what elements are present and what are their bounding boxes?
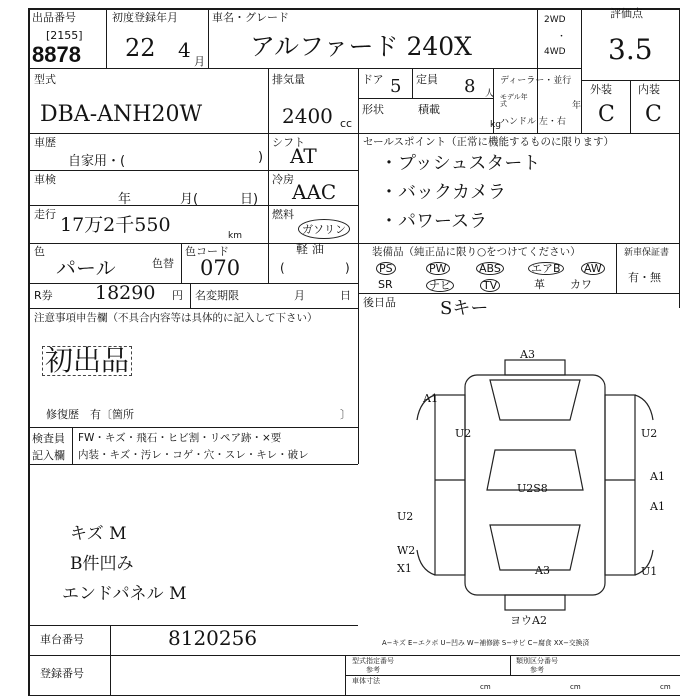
recycle-unit: 円 <box>172 289 183 302</box>
code-fr: U2 <box>641 427 658 440</box>
equip-sr: SR <box>378 278 393 291</box>
checker-label-1: 検査員 <box>32 432 65 445</box>
car-damage-diagram <box>395 340 680 630</box>
remark-1: キズ M <box>70 524 127 544</box>
fuel-diesel: 軽 油 <box>296 242 324 256</box>
mileage: 17万2千550 <box>60 214 171 236</box>
year-unit: 年 <box>572 101 582 111</box>
disp-label: 排気量 <box>272 73 305 86</box>
equip-airbag: エアB <box>528 262 564 275</box>
equip-title: 装備品（純正品に限り○をつけてください） <box>372 246 581 258</box>
door-label: ドア <box>362 73 384 86</box>
inspect-m: 月( <box>180 192 199 207</box>
mileage-label: 走行 <box>34 208 56 221</box>
disp-unit: cc <box>340 117 353 130</box>
drive-dot: ・ <box>557 32 567 42</box>
code-l: U2 <box>397 510 414 523</box>
code-front: A3 <box>520 348 535 361</box>
model-year-label: モデル年式 <box>500 93 528 108</box>
ac: AAC <box>292 180 337 204</box>
fuel-label: 燃料 <box>272 208 294 221</box>
frame-right <box>679 8 680 308</box>
notes-title: 注意事項申告欄（不具合内容等は具体的に記入して下さい） <box>34 312 318 324</box>
warranty-label: 新車保証書 <box>624 248 670 258</box>
equip-kawa: カワ <box>570 278 592 291</box>
equip-tv: TV <box>480 279 500 292</box>
chassis: 8120256 <box>168 626 258 650</box>
remark-3: エンドパネル M <box>62 584 187 604</box>
chassis-label: 車台番号 <box>40 633 84 646</box>
reg-month: 4 <box>178 38 191 62</box>
history: 自家用・( <box>68 154 126 169</box>
code-roof: U2S8 <box>517 482 548 495</box>
sales-point-2: ・バックカメラ <box>380 182 506 203</box>
ext-label: 外装 <box>590 83 612 96</box>
equip-leather: 革 <box>534 278 545 291</box>
code-r: A1 <box>650 470 665 483</box>
color-change-label: 色替 <box>152 257 174 270</box>
ref-1: 参考 <box>366 666 380 674</box>
remark-2: B件凹み <box>70 554 134 574</box>
load-unit: kg <box>490 120 501 130</box>
sales-title: セールスポイント（正常に機能するものに限ります） <box>363 136 615 148</box>
fuel-other-close: ) <box>345 261 350 275</box>
cm-1: cm <box>480 683 491 691</box>
frame-left <box>28 8 30 696</box>
equip-aw: AW <box>581 262 605 275</box>
dealer-label: ディーラー・並行 <box>500 76 572 86</box>
frame-top <box>28 8 680 10</box>
ac-label: 冷房 <box>272 173 294 186</box>
shift: AT <box>290 144 317 168</box>
int-label: 内装 <box>638 83 660 96</box>
legend: A−キズ E−エクボ U−凹み W−補修跡 S−サビ C−腐食 XX−交換済 <box>382 639 590 647</box>
color-code-label: 色コード <box>185 245 229 258</box>
car-name: アルファード 240X <box>250 32 472 61</box>
warranty: 有・無 <box>628 271 661 284</box>
model-label: 型式 <box>34 73 56 86</box>
code-lr: W2 <box>397 544 416 557</box>
dim-label: 車体寸法 <box>352 677 380 685</box>
drive-2wd: 2WD <box>544 15 566 25</box>
rear-label: 後日品 <box>363 296 396 309</box>
recycle: 18290 <box>95 282 156 304</box>
doors: 5 <box>390 76 402 97</box>
cap-unit: 人 <box>485 89 495 99</box>
code-fl2: U2 <box>455 427 472 440</box>
handle-label: ハンドル 左・右 <box>500 117 566 127</box>
equip-ps: PS <box>376 262 396 275</box>
capacity: 8 <box>464 76 476 97</box>
code-r2: A1 <box>650 500 665 513</box>
code-bumper: ヨウA2 <box>510 614 547 627</box>
inspect-d: 日) <box>240 192 259 207</box>
lot-label: 出品番号 <box>32 11 76 24</box>
inspect-label: 車検 <box>34 173 56 186</box>
repair-close: 〕 <box>340 408 351 421</box>
history-label: 車歴 <box>34 136 56 149</box>
code-back: A3 <box>535 564 550 577</box>
ext-grade: C <box>598 102 615 127</box>
reg-year: 22 <box>125 34 156 62</box>
lot-number: 8878 <box>32 42 81 67</box>
score: 3.5 <box>608 33 653 66</box>
meibo-label: 名変期限 <box>195 289 239 302</box>
equip-nav: ナビ <box>426 279 454 292</box>
mileage-unit: km <box>228 231 242 241</box>
inspect-y: 年 <box>118 192 132 207</box>
shape-label: 形状 <box>362 103 384 116</box>
checker-row-2: 内装・キズ・汚レ・コゲ・穴・スレ・キレ・破レ <box>78 449 309 461</box>
code-lr2: X1 <box>397 562 412 575</box>
fuel-other-open: ( <box>280 261 285 275</box>
month-unit: 月 <box>194 55 205 68</box>
equip-abs: ABS <box>476 262 504 275</box>
type-label: 型式指定番号 <box>352 657 394 665</box>
int-grade: C <box>645 102 662 127</box>
repair-history: 修復歴 有〔箇所 <box>46 408 134 421</box>
sales-point-3: ・パワースラ <box>380 211 488 232</box>
model: DBA-ANH20W <box>40 102 203 127</box>
fuel-gasoline: ガソリン <box>298 219 350 239</box>
sales-point-1: ・プッシュスタート <box>380 153 541 174</box>
ref-no: [2155] <box>46 29 83 42</box>
reg-label: 初度登録年月 <box>112 11 178 24</box>
load-label: 積載 <box>418 103 440 116</box>
drive-4wd: 4WD <box>544 47 566 57</box>
checker-label-2: 記入欄 <box>32 449 65 462</box>
cm-2: cm <box>570 683 581 691</box>
score-label: 評価点 <box>610 7 643 20</box>
checker-row-1: FW・キズ・飛石・ヒビ割・リペア跡・×要 <box>78 432 282 444</box>
equip-pw: PW <box>426 262 450 275</box>
color-label: 色 <box>34 245 45 258</box>
displacement: 2400 <box>282 104 333 128</box>
color: パール <box>56 256 116 280</box>
first-listing-stamp: 初出品 <box>42 346 132 376</box>
code-rr: U1 <box>641 565 658 578</box>
meibo-d: 日 <box>340 289 351 302</box>
meibo-m: 月 <box>294 289 305 302</box>
cap-label: 定員 <box>416 73 438 86</box>
cm-3: cm <box>660 683 671 691</box>
class-label: 類別区分番号 <box>516 657 558 665</box>
shift-label: シフト <box>272 136 305 149</box>
color-code: 070 <box>200 256 241 280</box>
code-fl: A1 <box>423 392 438 405</box>
reg-no-label: 登録番号 <box>40 667 84 680</box>
recycle-label: R券 <box>34 289 53 302</box>
car-label: 車名・グレード <box>212 11 289 24</box>
history-close: ) <box>258 150 264 165</box>
rear-value: Sキー <box>440 298 489 319</box>
ref-2: 参考 <box>530 666 544 674</box>
